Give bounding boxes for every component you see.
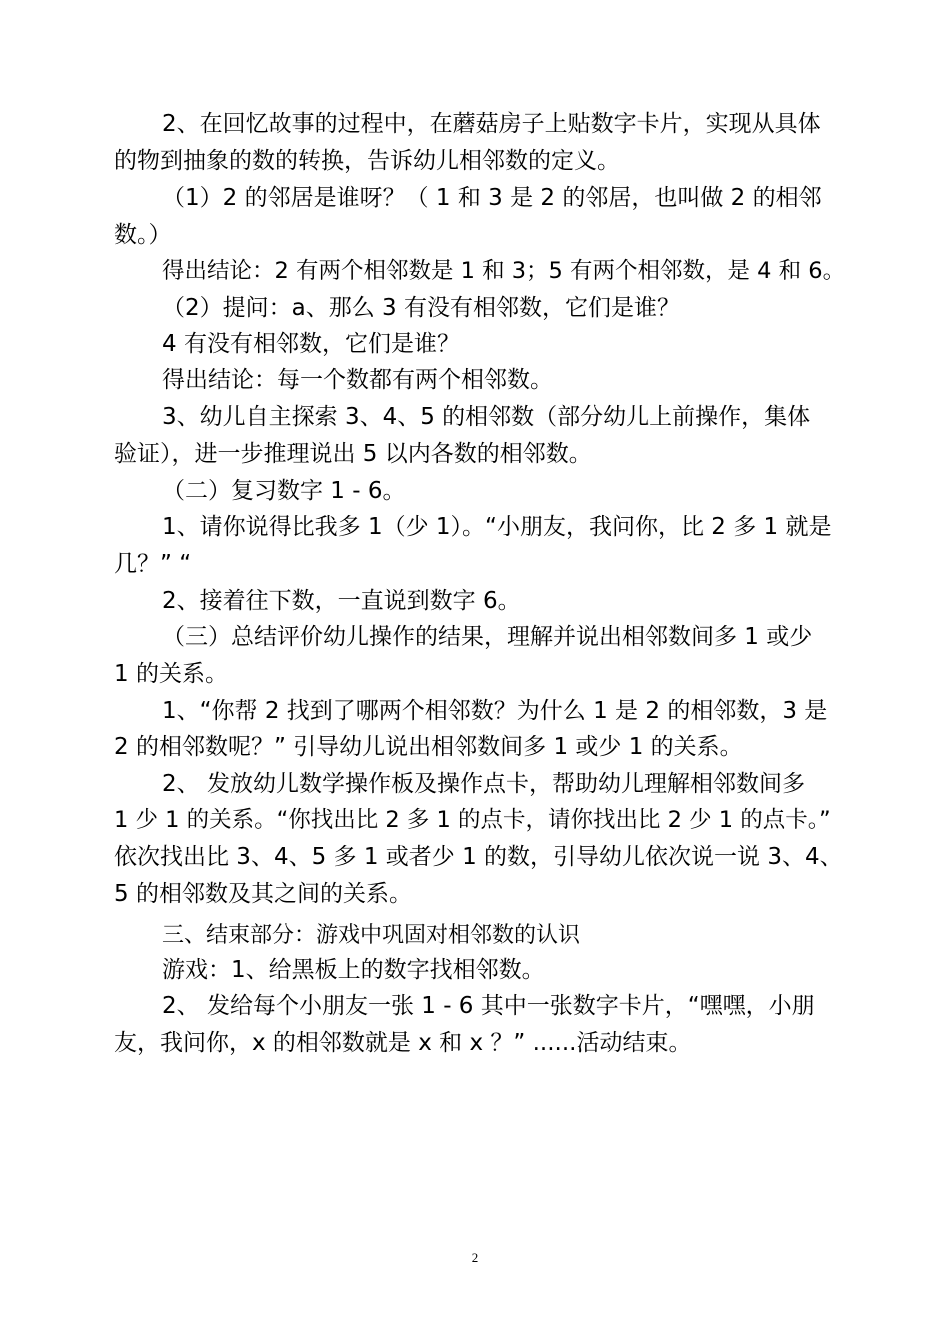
text-line: 1 少 1 的关系。“你找出比 2 多 1 的点卡，请你找出比 2 少 1 的点卡。”	[114, 807, 831, 833]
text-line: 2、在回忆故事的过程中，在蘑菇房子上贴数字卡片，实现从具体	[162, 111, 821, 137]
text-line: 依次找出比 3、4、5 多 1 或者少 1 的数，引导幼儿依次说一说 3、4、	[114, 844, 843, 870]
page-number: 2	[471, 1250, 479, 1265]
text-line: 友，我问你，x 的相邻数就是 x 和 x ？” ......活动结束。	[114, 1030, 692, 1056]
text-line: （2）提问：a、那么 3 有没有相邻数，它们是谁？	[162, 295, 680, 321]
text-line: 验证），进一步推理说出 5 以内各数的相邻数。	[114, 441, 592, 467]
text-line: 5 的相邻数及其之间的关系。	[114, 881, 412, 907]
text-line: 2、 发给每个小朋友一张 1 - 6 其中一张数字卡片，“嘿嘿，小朋	[162, 993, 815, 1019]
text-line: 的物到抽象的数的转换，告诉幼儿相邻数的定义。	[114, 148, 620, 174]
text-line: 数。）	[114, 222, 172, 248]
text-line: 游戏：1、给黑板上的数字找相邻数。	[162, 957, 545, 983]
text-line: 得出结论：2 有两个相邻数是 1 和 3；5 有两个相邻数，是 4 和 6。	[162, 258, 846, 284]
text-line: （三）总结评价幼儿操作的结果，理解并说出相邻数间多 1 或少	[162, 624, 813, 650]
text-line: 4 有没有相邻数，它们是谁？	[162, 331, 460, 357]
text-line: 2 的相邻数呢？” 引导幼儿说出相邻数间多 1 或少 1 的关系。	[114, 734, 743, 760]
text-line: （1）2 的邻居是谁呀？（ 1 和 3 是 2 的邻居，也叫做 2 的相邻	[162, 185, 822, 211]
text-line: 得出结论：每一个数都有两个相邻数。	[162, 367, 553, 393]
text-line: 几？” “	[114, 551, 192, 577]
section-heading: 三、结束部分：游戏中巩固对相邻数的认识	[162, 923, 581, 948]
text-line: 3、幼儿自主探索 3、4、5 的相邻数（部分幼儿上前操作，集体	[162, 404, 811, 430]
text-line: （二）复习数字 1 - 6。	[162, 478, 406, 504]
text-line: 2、 发放幼儿数学操作板及操作点卡，帮助幼儿理解相邻数间多	[162, 771, 805, 797]
text-line: 1、“你帮 2 找到了哪两个相邻数？为什么 1 是 2 的相邻数，3 是	[162, 698, 828, 724]
text-line: 1 的关系。	[114, 661, 228, 687]
text-line: 2、接着往下数，一直说到数字 6。	[162, 588, 521, 614]
text-line: 1、请你说得比我多 1（少 1）。“小朋友，我问你，比 2 多 1 就是	[162, 514, 832, 540]
